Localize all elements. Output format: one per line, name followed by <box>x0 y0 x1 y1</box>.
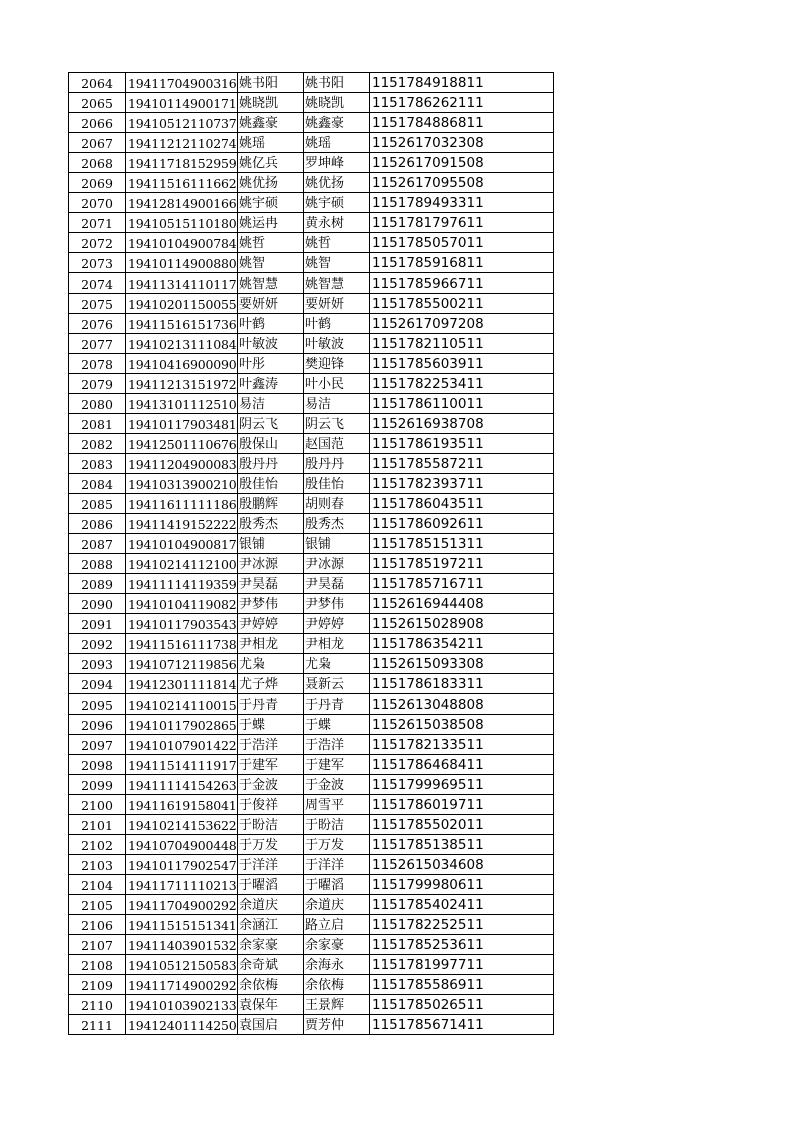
account-holder-name: 于曜滔 <box>304 874 370 894</box>
account-holder-name: 余海永 <box>304 955 370 975</box>
student-id: 19411515151341 <box>126 914 238 934</box>
student-name: 于蝶 <box>238 714 304 734</box>
account-holder-name: 余依梅 <box>304 975 370 995</box>
account-holder-name: 易洁 <box>304 393 370 413</box>
student-name: 姚运冉 <box>238 213 304 233</box>
student-id: 19411611111186 <box>126 493 238 513</box>
bank-account-number: 1151785671411 <box>370 1015 554 1035</box>
student-id: 19412814900166 <box>126 193 238 213</box>
account-holder-name: 尹相龙 <box>304 634 370 654</box>
table-row <box>69 674 554 694</box>
account-holder-name: 尤枭 <box>304 654 370 674</box>
row-number: 2101 <box>69 814 126 834</box>
table-row <box>69 333 554 353</box>
table-row <box>69 1015 554 1035</box>
account-holder-name: 贾芳仲 <box>304 1015 370 1035</box>
bank-account-number: 1151785151311 <box>370 534 554 554</box>
table-row <box>69 534 554 554</box>
account-holder-name: 路立启 <box>304 914 370 934</box>
student-name: 于曜滔 <box>238 874 304 894</box>
bank-account-number: 1151799969511 <box>370 774 554 794</box>
bank-account-number: 1151785587211 <box>370 453 554 473</box>
row-number: 2085 <box>69 493 126 513</box>
account-holder-name: 叶鹤 <box>304 313 370 333</box>
row-number: 2089 <box>69 574 126 594</box>
student-name: 余依梅 <box>238 975 304 995</box>
student-name: 姚宇硕 <box>238 193 304 213</box>
bank-account-number: 1151781997711 <box>370 955 554 975</box>
account-holder-name: 余家豪 <box>304 935 370 955</box>
row-number: 2076 <box>69 313 126 333</box>
table-row <box>69 554 554 574</box>
student-name: 易洁 <box>238 393 304 413</box>
bank-account-number: 1152616944408 <box>370 594 554 614</box>
account-holder-name: 要妍妍 <box>304 293 370 313</box>
student-name: 叶鹤 <box>238 313 304 333</box>
bank-account-number: 1152615028908 <box>370 614 554 634</box>
table-row <box>69 453 554 473</box>
student-id: 19410114900880 <box>126 253 238 273</box>
row-number: 2105 <box>69 894 126 914</box>
row-number: 2095 <box>69 694 126 714</box>
account-holder-name: 尹冰源 <box>304 554 370 574</box>
account-holder-name: 于万发 <box>304 834 370 854</box>
row-number: 2104 <box>69 874 126 894</box>
row-number: 2087 <box>69 534 126 554</box>
table-row <box>69 834 554 854</box>
account-holder-name: 姚优扬 <box>304 173 370 193</box>
bank-account-number: 1152617097208 <box>370 313 554 333</box>
student-name: 余家豪 <box>238 935 304 955</box>
student-name: 尹婷婷 <box>238 614 304 634</box>
student-name: 于万发 <box>238 834 304 854</box>
bank-account-number: 1151782110511 <box>370 333 554 353</box>
student-name: 余道庆 <box>238 894 304 914</box>
roster-body <box>69 73 554 1035</box>
student-name: 尹相龙 <box>238 634 304 654</box>
row-number: 2109 <box>69 975 126 995</box>
student-id: 19410512150583 <box>126 955 238 975</box>
bank-account-number: 1151782253411 <box>370 373 554 393</box>
table-row <box>69 113 554 133</box>
row-number: 2094 <box>69 674 126 694</box>
table-row <box>69 213 554 233</box>
bank-account-number: 1151786468411 <box>370 754 554 774</box>
row-number: 2096 <box>69 714 126 734</box>
bank-account-number: 1152617095508 <box>370 173 554 193</box>
table-row <box>69 935 554 955</box>
bank-account-number: 1151785402411 <box>370 894 554 914</box>
student-id: 19410704900448 <box>126 834 238 854</box>
student-id: 19411714900292 <box>126 975 238 995</box>
row-number: 2065 <box>69 93 126 113</box>
student-id: 19410416900090 <box>126 353 238 373</box>
account-holder-name: 于洋洋 <box>304 854 370 874</box>
row-number: 2074 <box>69 273 126 293</box>
bank-account-number: 1151786019711 <box>370 794 554 814</box>
account-holder-name: 尹昊磊 <box>304 574 370 594</box>
bank-account-number: 1152615034608 <box>370 854 554 874</box>
table-row <box>69 754 554 774</box>
student-id: 19410214110015 <box>126 694 238 714</box>
account-holder-name: 姚瑶 <box>304 133 370 153</box>
roster-table <box>68 72 554 1035</box>
table-row <box>69 393 554 413</box>
bank-account-number: 1151785138511 <box>370 834 554 854</box>
student-id: 19410107901422 <box>126 734 238 754</box>
account-holder-name: 于金波 <box>304 774 370 794</box>
student-name: 姚亿兵 <box>238 153 304 173</box>
table-row <box>69 854 554 874</box>
table-row <box>69 273 554 293</box>
student-id: 19413101112510 <box>126 393 238 413</box>
row-number: 2077 <box>69 333 126 353</box>
student-name: 于建军 <box>238 754 304 774</box>
row-number: 2071 <box>69 213 126 233</box>
student-name: 余涵江 <box>238 914 304 934</box>
student-name: 阴云飞 <box>238 413 304 433</box>
student-name: 殷丹丹 <box>238 453 304 473</box>
account-holder-name: 姚智 <box>304 253 370 273</box>
account-holder-name: 姚哲 <box>304 233 370 253</box>
row-number: 2107 <box>69 935 126 955</box>
table-row <box>69 634 554 654</box>
student-id: 19410117902547 <box>126 854 238 874</box>
bank-account-number: 1151784886811 <box>370 113 554 133</box>
table-row <box>69 173 554 193</box>
row-number: 2072 <box>69 233 126 253</box>
student-id: 19410313900210 <box>126 473 238 493</box>
bank-account-number: 1152617091508 <box>370 153 554 173</box>
bank-account-number: 1151785026511 <box>370 995 554 1015</box>
table-row <box>69 313 554 333</box>
bank-account-number: 1151785966711 <box>370 273 554 293</box>
student-id: 19411419152222 <box>126 514 238 534</box>
account-holder-name: 樊迎锋 <box>304 353 370 373</box>
row-number: 2108 <box>69 955 126 975</box>
bank-account-number: 1151786354211 <box>370 634 554 654</box>
row-number: 2110 <box>69 995 126 1015</box>
account-holder-name: 姚晓凯 <box>304 93 370 113</box>
table-row <box>69 413 554 433</box>
bank-account-number: 1151786193511 <box>370 433 554 453</box>
student-name: 于金波 <box>238 774 304 794</box>
student-id: 19411516151736 <box>126 313 238 333</box>
bank-account-number: 1151799980611 <box>370 874 554 894</box>
student-id: 19411704900316 <box>126 73 238 93</box>
table-row <box>69 153 554 173</box>
student-id: 19411114119359 <box>126 574 238 594</box>
bank-account-number: 1151782393711 <box>370 473 554 493</box>
row-number: 2103 <box>69 854 126 874</box>
student-id: 19410117902865 <box>126 714 238 734</box>
student-id: 19411718152959 <box>126 153 238 173</box>
student-name: 叶鑫涛 <box>238 373 304 393</box>
student-name: 殷鹏辉 <box>238 493 304 513</box>
bank-account-number: 1152616938708 <box>370 413 554 433</box>
table-row <box>69 253 554 273</box>
row-number: 2080 <box>69 393 126 413</box>
row-number: 2069 <box>69 173 126 193</box>
student-name: 姚瑶 <box>238 133 304 153</box>
bank-account-number: 1151786183311 <box>370 674 554 694</box>
row-number: 2111 <box>69 1015 126 1035</box>
bank-account-number: 1152617032308 <box>370 133 554 153</box>
table-row <box>69 714 554 734</box>
row-number: 2078 <box>69 353 126 373</box>
table-row <box>69 794 554 814</box>
student-id: 19410104119082 <box>126 594 238 614</box>
student-id: 19411114154263 <box>126 774 238 794</box>
row-number: 2081 <box>69 413 126 433</box>
student-id: 19410201150055 <box>126 293 238 313</box>
account-holder-name: 黄永树 <box>304 213 370 233</box>
row-number: 2099 <box>69 774 126 794</box>
student-name: 叶敏波 <box>238 333 304 353</box>
student-name: 殷秀杰 <box>238 514 304 534</box>
student-id: 19410117903543 <box>126 614 238 634</box>
bank-account-number: 1151781797611 <box>370 213 554 233</box>
account-holder-name: 周雪平 <box>304 794 370 814</box>
table-row <box>69 955 554 975</box>
row-number: 2084 <box>69 473 126 493</box>
bank-account-number: 1151785716711 <box>370 574 554 594</box>
bank-account-number: 1151782133511 <box>370 734 554 754</box>
student-name: 殷佳怡 <box>238 473 304 493</box>
bank-account-number: 1151785916811 <box>370 253 554 273</box>
student-name: 于浩洋 <box>238 734 304 754</box>
row-number: 2102 <box>69 834 126 854</box>
student-id: 19411314110117 <box>126 273 238 293</box>
table-row <box>69 373 554 393</box>
student-name: 姚晓凯 <box>238 93 304 113</box>
row-number: 2088 <box>69 554 126 574</box>
student-id: 19411514111917 <box>126 754 238 774</box>
student-name: 姚优扬 <box>238 173 304 193</box>
student-name: 于洋洋 <box>238 854 304 874</box>
account-holder-name: 阴云飞 <box>304 413 370 433</box>
bank-account-number: 1151785057011 <box>370 233 554 253</box>
account-holder-name: 姚智慧 <box>304 273 370 293</box>
student-id: 19410104900817 <box>126 534 238 554</box>
table-row <box>69 93 554 113</box>
student-id: 19410114900171 <box>126 93 238 113</box>
account-holder-name: 胡则春 <box>304 493 370 513</box>
table-row <box>69 293 554 313</box>
student-id: 19411212110274 <box>126 133 238 153</box>
table-row <box>69 774 554 794</box>
student-id: 19410104900784 <box>126 233 238 253</box>
table-row <box>69 995 554 1015</box>
student-name: 姚智慧 <box>238 273 304 293</box>
account-holder-name: 罗坤峰 <box>304 153 370 173</box>
bank-account-number: 1151782252511 <box>370 914 554 934</box>
table-row <box>69 734 554 754</box>
student-name: 尤子烨 <box>238 674 304 694</box>
table-row <box>69 73 554 93</box>
table-row <box>69 133 554 153</box>
student-id: 19411704900292 <box>126 894 238 914</box>
account-holder-name: 于建军 <box>304 754 370 774</box>
student-name: 袁国启 <box>238 1015 304 1035</box>
bank-account-number: 1151786110011 <box>370 393 554 413</box>
account-holder-name: 于丹青 <box>304 694 370 714</box>
table-row <box>69 514 554 534</box>
row-number: 2073 <box>69 253 126 273</box>
student-name: 于盼洁 <box>238 814 304 834</box>
account-holder-name: 赵国范 <box>304 433 370 453</box>
account-holder-name: 于盼洁 <box>304 814 370 834</box>
student-id: 19411204900083 <box>126 453 238 473</box>
student-id: 19410712119856 <box>126 654 238 674</box>
student-name: 姚智 <box>238 253 304 273</box>
row-number: 2090 <box>69 594 126 614</box>
student-name: 尹梦伟 <box>238 594 304 614</box>
account-holder-name: 银铺 <box>304 534 370 554</box>
table-row <box>69 614 554 634</box>
row-number: 2100 <box>69 794 126 814</box>
bank-account-number: 1151784918811 <box>370 73 554 93</box>
student-name: 姚鑫豪 <box>238 113 304 133</box>
student-id: 19410213111084 <box>126 333 238 353</box>
bank-account-number: 1151785502011 <box>370 814 554 834</box>
row-number: 2075 <box>69 293 126 313</box>
table-row <box>69 654 554 674</box>
student-id: 19411213151972 <box>126 373 238 393</box>
bank-account-number: 1152615038508 <box>370 714 554 734</box>
bank-account-number: 1151785603911 <box>370 353 554 373</box>
table-row <box>69 814 554 834</box>
row-number: 2093 <box>69 654 126 674</box>
table-row <box>69 574 554 594</box>
account-holder-name: 聂新云 <box>304 674 370 694</box>
student-id: 19412501110676 <box>126 433 238 453</box>
student-name: 于丹青 <box>238 694 304 714</box>
row-number: 2098 <box>69 754 126 774</box>
row-number: 2086 <box>69 514 126 534</box>
row-number: 2079 <box>69 373 126 393</box>
account-holder-name: 王景辉 <box>304 995 370 1015</box>
student-name: 叶彤 <box>238 353 304 373</box>
account-holder-name: 尹婷婷 <box>304 614 370 634</box>
student-id: 19411516111662 <box>126 173 238 193</box>
account-holder-name: 姚宇硕 <box>304 193 370 213</box>
bank-account-number: 1151785586911 <box>370 975 554 995</box>
account-holder-name: 余道庆 <box>304 894 370 914</box>
row-number: 2106 <box>69 914 126 934</box>
student-id: 19411711110213 <box>126 874 238 894</box>
row-number: 2070 <box>69 193 126 213</box>
student-id: 19411619158041 <box>126 794 238 814</box>
student-name: 姚哲 <box>238 233 304 253</box>
row-number: 2067 <box>69 133 126 153</box>
row-number: 2082 <box>69 433 126 453</box>
student-name: 尤枭 <box>238 654 304 674</box>
student-name: 于俊祥 <box>238 794 304 814</box>
row-number: 2083 <box>69 453 126 473</box>
account-holder-name: 姚鑫豪 <box>304 113 370 133</box>
account-holder-name: 叶小民 <box>304 373 370 393</box>
account-holder-name: 姚书阳 <box>304 73 370 93</box>
student-id: 19412301111814 <box>126 674 238 694</box>
student-name: 要妍妍 <box>238 293 304 313</box>
account-holder-name: 尹梦伟 <box>304 594 370 614</box>
bank-account-number: 1151789493311 <box>370 193 554 213</box>
student-id: 19410103902133 <box>126 995 238 1015</box>
student-id: 19410214153622 <box>126 814 238 834</box>
student-name: 姚书阳 <box>238 73 304 93</box>
student-id: 19412401114250 <box>126 1015 238 1035</box>
student-name: 余奇斌 <box>238 955 304 975</box>
student-id: 19410117903481 <box>126 413 238 433</box>
account-holder-name: 殷佳怡 <box>304 473 370 493</box>
table-row <box>69 493 554 513</box>
table-row <box>69 975 554 995</box>
table-row <box>69 473 554 493</box>
row-number: 2092 <box>69 634 126 654</box>
student-name: 殷保山 <box>238 433 304 453</box>
student-name: 银铺 <box>238 534 304 554</box>
student-id: 19411403901532 <box>126 935 238 955</box>
bank-account-number: 1151786092611 <box>370 514 554 534</box>
student-name: 尹冰源 <box>238 554 304 574</box>
bank-account-number: 1152615093308 <box>370 654 554 674</box>
student-name: 尹昊磊 <box>238 574 304 594</box>
table-row <box>69 594 554 614</box>
student-id: 19410214112100 <box>126 554 238 574</box>
student-id: 19410512110737 <box>126 113 238 133</box>
table-row <box>69 694 554 714</box>
bank-account-number: 1152613048808 <box>370 694 554 714</box>
table-row <box>69 353 554 373</box>
table-row <box>69 233 554 253</box>
account-holder-name: 叶敏波 <box>304 333 370 353</box>
row-number: 2097 <box>69 734 126 754</box>
table-row <box>69 193 554 213</box>
row-number: 2068 <box>69 153 126 173</box>
bank-account-number: 1151785253611 <box>370 935 554 955</box>
student-name: 袁保年 <box>238 995 304 1015</box>
table-row <box>69 914 554 934</box>
account-holder-name: 殷丹丹 <box>304 453 370 473</box>
account-holder-name: 殷秀杰 <box>304 514 370 534</box>
row-number: 2066 <box>69 113 126 133</box>
bank-account-number: 1151785500211 <box>370 293 554 313</box>
student-id: 19410515110180 <box>126 213 238 233</box>
bank-account-number: 1151786262111 <box>370 93 554 113</box>
account-holder-name: 于蝶 <box>304 714 370 734</box>
table-row <box>69 433 554 453</box>
row-number: 2064 <box>69 73 126 93</box>
account-holder-name: 于浩洋 <box>304 734 370 754</box>
student-id: 19411516111738 <box>126 634 238 654</box>
bank-account-number: 1151785197211 <box>370 554 554 574</box>
row-number: 2091 <box>69 614 126 634</box>
table-row <box>69 874 554 894</box>
bank-account-number: 1151786043511 <box>370 493 554 513</box>
table-row <box>69 894 554 914</box>
